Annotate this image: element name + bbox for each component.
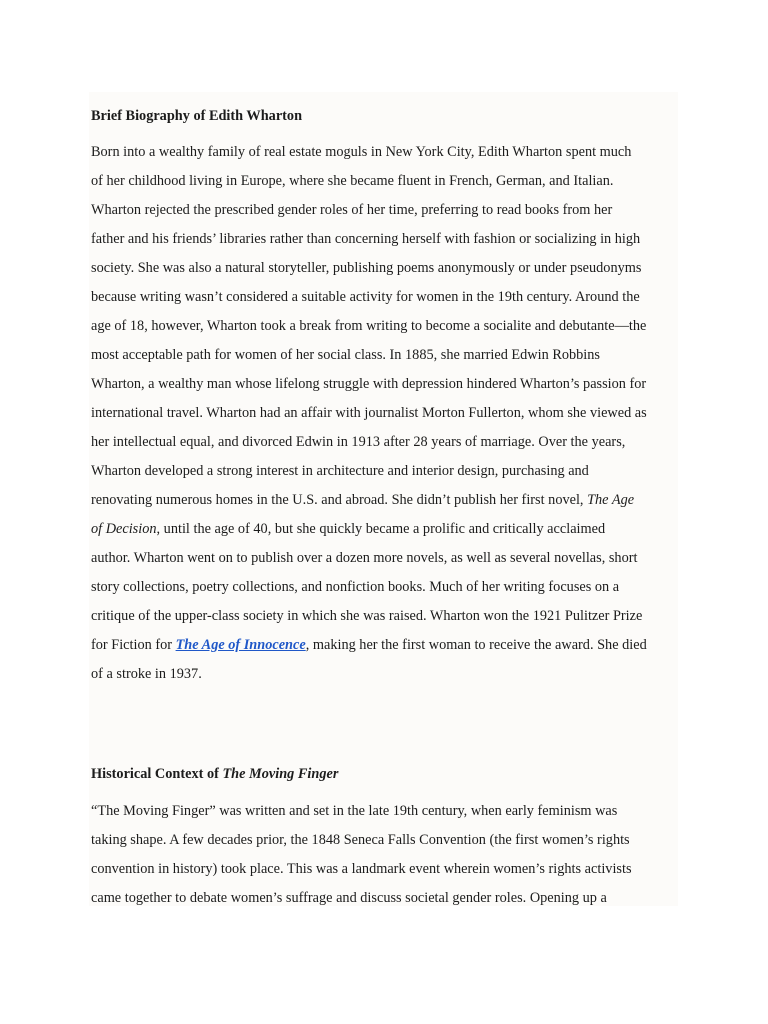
paragraph-line: international travel. Wharton had an affair with journalist Morton Fullerton, whom she viewed as xyxy=(91,405,647,421)
line-text: renovating numerous homes in the U.S. and abroad. She didn’t publish her first novel, xyxy=(91,492,588,508)
line-text: , until the age of 40, but she quickly became a prolific and critically acclaimed xyxy=(156,521,606,537)
heading-title-italic: The Moving Finger xyxy=(222,766,339,782)
paragraph-line: author. Wharton went on to publish over a dozen more novels, as well as several novellas, short xyxy=(91,550,638,566)
novel-title-italic: of Decision xyxy=(91,521,157,537)
paragraph-line: age of 18, however, Wharton took a break from writing to become a socialite and debutante—the xyxy=(91,318,647,334)
line-text: for Fiction for xyxy=(91,637,176,653)
biography-paragraph xyxy=(91,138,681,689)
paragraph-line xyxy=(91,486,681,515)
paragraph-line: convention in history) took place. This was a landmark event wherein women’s rights activists xyxy=(91,861,632,877)
paragraph-line: Born into a wealthy family of real estate moguls in New York City, Edith Wharton spent much xyxy=(91,144,632,160)
paragraph-line: Wharton developed a strong interest in architecture and interior design, purchasing and xyxy=(91,463,589,479)
paragraph-line: taking shape. A few decades prior, the 1848 Seneca Falls Convention (the first women’s rights xyxy=(91,832,630,848)
section-heading-historical-context xyxy=(91,766,338,783)
paragraph-line xyxy=(91,631,681,660)
paragraph-line: critique of the upper-class society in which she was raised. Wharton won the 1921 Pulitzer Prize xyxy=(91,608,643,624)
paragraph-line: father and his friends’ libraries rather than concerning herself with fashion or socializing in high xyxy=(91,231,641,247)
paragraph-line: came together to debate women’s suffrage and discuss societal gender roles. Opening up a xyxy=(91,890,607,906)
paragraph-line: most acceptable path for women of her social class. In 1885, she married Edwin Robbins xyxy=(91,347,600,363)
age-of-innocence-link[interactable]: The Age of Innocence xyxy=(175,637,306,653)
paragraph-line: Wharton, a wealthy man whose lifelong struggle with depression hindered Wharton’s passion for xyxy=(91,376,647,392)
section-heading-biography: Brief Biography of Edith Wharton xyxy=(91,108,303,124)
paragraph-line: Wharton rejected the prescribed gender roles of her time, preferring to read books from her xyxy=(91,202,613,218)
heading-text: Historical Context of xyxy=(91,766,223,782)
paragraph-line: her intellectual equal, and divorced Edwin in 1913 after 28 years of marriage. Over the years, xyxy=(91,434,626,450)
paragraph-line: “The Moving Finger” was written and set in the late 19th century, when early feminism was xyxy=(91,803,618,819)
paragraph-line: society. She was also a natural storyteller, publishing poems anonymously or under pseudonyms xyxy=(91,260,642,276)
paragraph-line: of her childhood living in Europe, where she became fluent in French, German, and Italian. xyxy=(91,173,614,189)
paragraph-line: of a stroke in 1937. xyxy=(91,666,202,682)
paragraph-line: because writing wasn’t considered a suitable activity for women in the 19th century. Around the xyxy=(91,289,640,305)
historical-context-paragraph xyxy=(91,797,681,913)
paragraph-line: story collections, poetry collections, and nonfiction books. Much of her writing focuses on a xyxy=(91,579,620,595)
paragraph-line xyxy=(91,515,681,544)
line-text: , making her the first woman to receive the award. She died xyxy=(305,637,647,653)
novel-title-italic: The Age xyxy=(587,492,635,508)
document-page xyxy=(89,92,678,906)
